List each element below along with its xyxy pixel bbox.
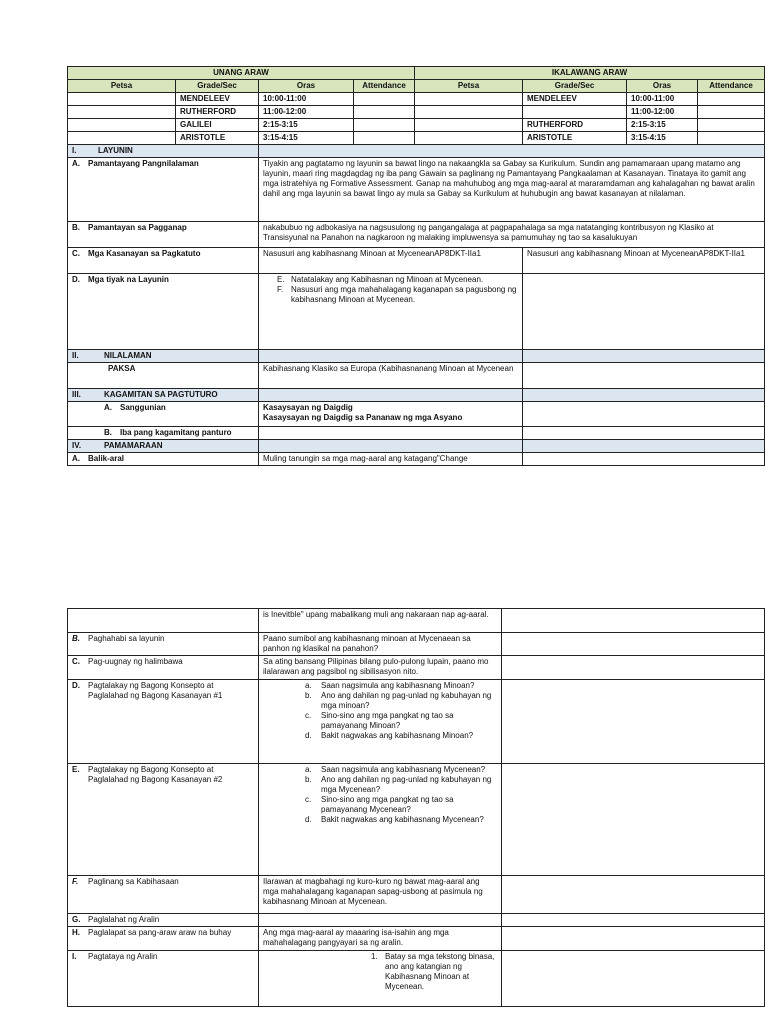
time-cell: 2:15-3:15 bbox=[627, 119, 698, 132]
list-item: d. Bakit nagwakas ang kabihasnang Mycenean? bbox=[305, 815, 484, 824]
petsa-cell bbox=[415, 132, 523, 145]
row-content-day1: Nasusuri ang kabihasnang Minoan at MyceneanAP8DKT-IIa1 bbox=[259, 248, 523, 274]
row-letter: H. bbox=[72, 928, 80, 937]
row-letter: E. bbox=[72, 765, 80, 774]
schedule-row bbox=[68, 132, 765, 145]
schedule-row bbox=[68, 93, 765, 106]
time-cell: 3:15-4:15 bbox=[627, 132, 698, 145]
section-cell: MENDELEEV bbox=[176, 93, 259, 106]
list-item: E. Natatalakay ang Kabihasnan ng Minoan at Mycenean. bbox=[277, 275, 484, 284]
lesson-plan-table-page-2 bbox=[67, 608, 765, 1007]
section-cell: GALILEI bbox=[176, 119, 259, 132]
section-title: KAGAMITAN SA PAGTUTURO bbox=[104, 390, 218, 399]
row-letter: B. bbox=[72, 223, 80, 232]
attendance-cell bbox=[354, 119, 415, 132]
attendance-cell bbox=[698, 132, 765, 145]
row-content-day1: Muling tanungin sa mga mag-aaral ang katagang"Change bbox=[259, 453, 523, 466]
attendance-cell bbox=[354, 106, 415, 119]
section-number: III. bbox=[72, 390, 81, 399]
row-content: nakabubuo ng adbokasiya na nagsusulong ng pangangalaga at pagpapahalaga sa mga natatanging kontribusyon ng Klasiko at Transisyunal na Panahon na nagkaroon ng malaking impluwensya sa pamumuhay ng tao sa kasalukuyan bbox=[259, 222, 765, 248]
list-item: 1. Batay sa mga tekstong binasa, ano ang katangian ng Kabihasnang Minoan at Mycenean. bbox=[371, 952, 495, 991]
row-letter: B. bbox=[72, 634, 80, 643]
time-cell: 11:00-12:00 bbox=[627, 106, 698, 119]
row-balik-aral-cont bbox=[68, 609, 765, 633]
row-label: Mga Kasanayan sa Pagkatuto bbox=[88, 249, 201, 258]
petsa-cell bbox=[68, 132, 176, 145]
row-content-day2 bbox=[523, 274, 765, 350]
row-label: PAKSA bbox=[68, 363, 259, 389]
petsa-cell bbox=[68, 106, 176, 119]
row-content: Paano sumibol ang kabihasnang minoan at Mycenaean sa panhon ng klasikal na panahon? bbox=[259, 633, 502, 656]
section-title: NILALAMAN bbox=[104, 351, 152, 360]
row-label: Sanggunian bbox=[120, 403, 166, 412]
section-pamamaraan bbox=[68, 440, 765, 453]
grade-sec-header: Grade/Sec bbox=[176, 80, 259, 93]
time-cell: 10:00-11:00 bbox=[259, 93, 354, 106]
list-item: a. Saan nagsimula ang kabihasnang Minoan? bbox=[305, 681, 475, 690]
row-label: Pag-uugnay ng halimbawa bbox=[88, 657, 183, 666]
row-letter: F. bbox=[72, 877, 79, 886]
row-label: Pamantayang Pangnilalaman bbox=[88, 159, 199, 168]
oras-header: Oras bbox=[259, 80, 354, 93]
time-cell: 3:15-4:15 bbox=[259, 132, 354, 145]
row-content: Tiyakin ang pagtatamo ng layunin sa bawat lingo na nakaangkla sa Gabay sa Kurikulum. Sundin ang pamamaraan upang matamo ang layunin, maari ring magdagdag ng iba pang Gawain sa paglinang ng Pamantayang Pangkaalaman at Kasanayan. Tinataya ito gamit ang mga istratehiya ng Formative Assessment. Ganap na mahuhubog ang mga mag-aaral at mararamdaman ang kahalagahan ng bawat aralin dahil ang mga layunin sa bawat lingo ay mula sa Gabay sa Kurikulum at huhubugin ang bawat kasanayan at nilalaman. bbox=[259, 158, 765, 222]
section-kagamitan bbox=[68, 389, 765, 402]
petsa-cell bbox=[415, 106, 523, 119]
section-title: PAMAMARAAN bbox=[104, 441, 163, 450]
row-letter: A. bbox=[72, 454, 80, 463]
row-content: is Inevitble" upang mabalikang muli ang nakaraan nap ag-aaral. bbox=[259, 609, 502, 633]
row-content-day2 bbox=[523, 363, 765, 389]
lesson-plan-table-page-1 bbox=[67, 66, 765, 466]
list-item: F. Nasusuri ang mga mahahalagang kaganapan sa pagusbong ng kabihasnang Minoan at Mycenean. bbox=[277, 285, 517, 304]
row-label: Pagtalakay ng Bagong Konsepto at Paglalahad ng Bagong Kasanayan #2 bbox=[88, 765, 223, 784]
row-label: Balik-aral bbox=[88, 454, 125, 463]
section-cell: RUTHERFORD bbox=[176, 106, 259, 119]
row-paglalahat bbox=[68, 914, 765, 927]
row-label: Paglalapat sa pang-araw araw na buhay bbox=[88, 928, 232, 937]
row-kasanayan-sa-pagkatuto bbox=[68, 248, 765, 274]
section-layunin bbox=[68, 145, 765, 158]
attendance-cell bbox=[698, 106, 765, 119]
petsa-cell bbox=[415, 119, 523, 132]
schedule-row bbox=[68, 106, 765, 119]
section-number: IV. bbox=[72, 441, 82, 450]
grade-sec-header: Grade/Sec bbox=[523, 80, 627, 93]
row-label: Paglalahat ng Aralin bbox=[88, 915, 160, 924]
row-pamantayan-sa-pagganap bbox=[68, 222, 765, 248]
section-number: II. bbox=[72, 351, 79, 360]
attendance-cell bbox=[354, 93, 415, 106]
row-iba-pang-kagamitan bbox=[68, 427, 765, 440]
oras-header: Oras bbox=[627, 80, 698, 93]
row-label: Pamantayan sa Pagganap bbox=[88, 223, 187, 232]
row-letter: A. bbox=[104, 403, 112, 412]
row-paksa bbox=[68, 363, 765, 389]
list-item: c. Sino-sino ang mga pangkat ng tao sa pamayanang Minoan? bbox=[305, 711, 454, 730]
row-content-day1 bbox=[259, 274, 523, 350]
day2-header: IKALAWANG ARAW bbox=[415, 67, 765, 80]
list-item: b. Ano ang dahilan ng pag-unlad ng kabuhayan ng mga minoan? bbox=[305, 691, 492, 710]
schedule-row bbox=[68, 119, 765, 132]
list-item: d. Bakit nagwakas ang kabihasnang Minoan? bbox=[305, 731, 474, 740]
section-title: LAYUNIN bbox=[98, 146, 133, 155]
row-content: Ang mga mag-aaral ay maaaring isa-isahin ang mga mahahalagang pangyayari sa ng aralin. bbox=[259, 927, 502, 951]
row-label: Pagtalakay ng Bagong Konsepto at Paglalahad ng Bagong Kasanayan #1 bbox=[88, 681, 223, 700]
day1-header: UNANG ARAW bbox=[68, 67, 415, 80]
list-item: a. Saan nagsimula ang kabihasnang Mycenean? bbox=[305, 765, 486, 774]
row-pamantayang-pangnilalaman bbox=[68, 158, 765, 222]
list-item: b. Ano ang dahilan ng pag-unlad ng kabuhayan ng mga Mycenean? bbox=[305, 775, 492, 794]
row-pagtalakay-1 bbox=[68, 680, 765, 764]
row-label: Paghahabi sa layunin bbox=[88, 634, 165, 643]
petsa-header: Petsa bbox=[415, 80, 523, 93]
row-content bbox=[259, 764, 502, 876]
row-letter: D. bbox=[72, 681, 80, 690]
row-content: Ilarawan at magbahagi ng kuro-kuro ng bawat mag-aaral ang mga mahahalagang kaganapan sapag-usbong at pasimula ng kabihasnang Minoan at Mycenean. bbox=[259, 876, 502, 914]
section-number: I. bbox=[72, 146, 77, 155]
row-content bbox=[259, 951, 502, 1007]
attendance-cell bbox=[354, 132, 415, 145]
row-pag-uugnay bbox=[68, 656, 765, 680]
section-cell: MENDELEEV bbox=[523, 93, 627, 106]
row-label: Paglinang sa Kabihasaan bbox=[88, 877, 179, 886]
petsa-cell bbox=[415, 93, 523, 106]
row-pagtalakay-2 bbox=[68, 764, 765, 876]
row-paghahabi bbox=[68, 633, 765, 656]
section-cell: ARISTOTLE bbox=[523, 132, 627, 145]
attendance-header: Attendance bbox=[698, 80, 765, 93]
petsa-cell bbox=[68, 119, 176, 132]
time-cell: 2:15-3:15 bbox=[259, 119, 354, 132]
row-letter: I. bbox=[72, 952, 77, 961]
petsa-header: Petsa bbox=[68, 80, 176, 93]
row-paglalapat bbox=[68, 927, 765, 951]
attendance-cell bbox=[698, 93, 765, 106]
row-sanggunian bbox=[68, 402, 765, 427]
time-cell: 10:00-11:00 bbox=[627, 93, 698, 106]
list-item: c. Sino-sino ang mga pangkat ng tao sa pamayanang Mycenean? bbox=[305, 795, 454, 814]
row-letter: D. bbox=[72, 275, 80, 284]
row-pagtataya bbox=[68, 951, 765, 1007]
time-cell: 11:00-12:00 bbox=[259, 106, 354, 119]
row-tiyak-na-layunin bbox=[68, 274, 765, 350]
row-content-day2 bbox=[523, 402, 765, 427]
row-content bbox=[259, 680, 502, 764]
row-content-day2: Nasusuri ang kabihasnang Minoan at MyceneanAP8DKT-IIa1 bbox=[523, 248, 765, 274]
row-label: Mga tiyak na Layunin bbox=[88, 275, 169, 284]
row-paglinang bbox=[68, 876, 765, 914]
row-letter: B. bbox=[104, 428, 112, 437]
section-cell: ARISTOTLE bbox=[176, 132, 259, 145]
row-letter: C. bbox=[72, 657, 80, 666]
section-cell: RUTHERFORD bbox=[523, 119, 627, 132]
section-nilalaman bbox=[68, 350, 765, 363]
section-cell bbox=[523, 106, 627, 119]
row-letter: C. bbox=[72, 249, 80, 258]
attendance-cell bbox=[698, 119, 765, 132]
row-letter: G. bbox=[72, 915, 81, 924]
petsa-cell bbox=[68, 93, 176, 106]
row-label: Pagtataya ng Aralin bbox=[88, 952, 158, 961]
attendance-header: Attendance bbox=[354, 80, 415, 93]
row-content-day1: Kasaysayan ng Daigdig Kasaysayan ng Daigdig sa Pananaw ng mga Asyano bbox=[259, 402, 523, 427]
row-label: Iba pang kagamitang panturo bbox=[120, 428, 232, 437]
row-content-day1: Kabihasnang Klasiko sa Europa (Kabihasnanang Minoan at Mycenean bbox=[259, 363, 523, 389]
row-content: Sa ating bansang Pilipinas bilang pulo-pulong lupain, paano mo ilalarawan ang pagsibol ng sibilisasyon nito. bbox=[259, 656, 502, 680]
row-letter: A. bbox=[72, 159, 80, 168]
row-balik-aral bbox=[68, 453, 765, 466]
